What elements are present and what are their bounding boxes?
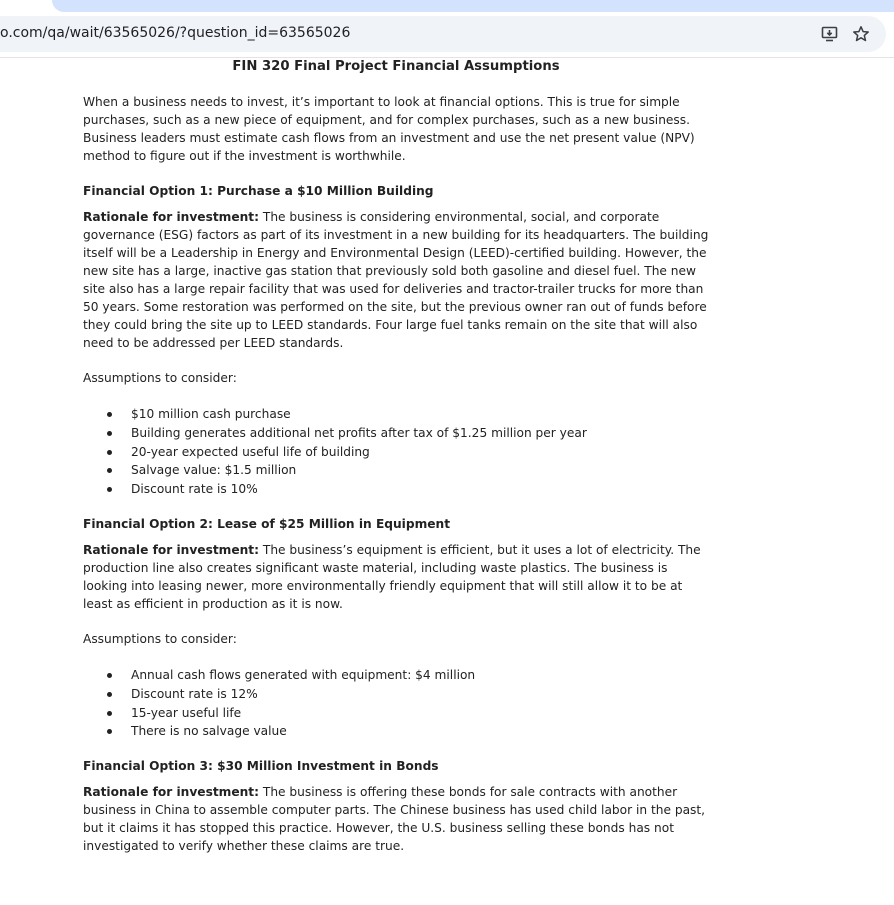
list-item-text: Salvage value: $1.5 million (131, 463, 297, 478)
list-item (83, 461, 709, 480)
option-2-assumptions-list (83, 666, 709, 741)
bullet-icon (107, 729, 112, 734)
list-item-text: 20-year expected useful life of building (131, 444, 370, 459)
rationale-label: Rationale for investment: (83, 542, 259, 557)
option-2-heading: Financial Option 2: Lease of $25 Million in Equipment (83, 516, 451, 531)
rationale-text: The business is considering environmental, social, and corporate governance (ESG) factors as part of its investment in a new building for its headquarters. The building itself will be a Leadership in Energy and Environmental Design (LEED)-certified building. However, the new site has a large, inactive gas station that previously sold both gasoline and diesel fuel. The new site also has a large repair facility that was used for deliveries and tractor-trailer trucks for more than 50 years. Some restoration was performed on the site, but the previous owner ran out of funds before they could bring the site up to LEED standards. Four large fuel tanks remain on the site that will also need to be addressed per LEED standards. (83, 210, 709, 350)
option-3-rationale (83, 783, 709, 855)
list-item-text: Discount rate is 12% (131, 686, 258, 701)
rationale-text: The business is offering these bonds for sale contracts with another business in China to assemble computer parts. The Chinese business has used child labor in the past, but it claims it has stopped this practice. However, the U.S. business selling these bonds has not investigated to verify whether these claims are true. (83, 785, 706, 854)
option-1-assumptions-list (83, 405, 709, 499)
list-item-text: Building generates additional net profits after tax of $1.25 million per year (131, 425, 587, 440)
bullet-icon (107, 431, 112, 436)
list-item-text: There is no salvage value (131, 724, 287, 739)
bullet-icon (107, 450, 112, 455)
rationale-label: Rationale for investment: (83, 210, 259, 224)
option-2-rationale (83, 541, 709, 613)
url-text[interactable]: o.com/qa/wait/63565026/?question_id=63565026 (0, 25, 351, 41)
document-body (83, 58, 709, 855)
option-1-heading: Financial Option 1: Purchase a $10 Million Building (83, 184, 434, 198)
list-item-text: $10 million cash purchase (131, 407, 291, 421)
intro-paragraph: When a business needs to invest, it’s important to look at financial options. This is true for simple purchases, such as a new piece of equipment, and for complex purchases, such as a new business. Business leaders must estimate cash flows from an investment and use the net present value (NPV) method to figure out if the investment is worthwhile. (83, 95, 695, 163)
bullet-icon (107, 487, 112, 492)
option-3-heading: Financial Option 3: $30 Million Investment in Bonds (83, 759, 439, 774)
list-item (83, 685, 709, 704)
list-item-text: Annual cash flows generated with equipment: $4 million (131, 667, 476, 682)
list-item-text: Discount rate is 10% (131, 482, 258, 497)
bullet-icon (107, 711, 112, 716)
list-item (83, 405, 709, 424)
bullet-icon (107, 412, 112, 417)
list-item (83, 443, 709, 462)
rationale-label: Rationale for investment: (83, 785, 259, 800)
list-item (83, 704, 709, 723)
rationale-text: The business’s equipment is efficient, but it uses a lot of electricity. The production line also creates significant waste material, including waste plastics. The business is looking into leasing newer, more environmentally friendly equipment that will still allow it to be at least as efficient in production as it is now. (83, 542, 701, 611)
tab-strip (52, 0, 894, 12)
bullet-icon (107, 468, 112, 473)
bullet-icon (107, 692, 112, 697)
bullet-icon (107, 673, 112, 678)
list-item (83, 480, 709, 499)
option-2-assumptions-label: Assumptions to consider: (83, 631, 237, 646)
list-item (83, 722, 709, 741)
option-1-assumptions-label: Assumptions to consider: (83, 371, 237, 385)
page-title: FIN 320 Final Project Financial Assumptions (232, 59, 560, 74)
list-item (83, 666, 709, 685)
list-item (83, 424, 709, 443)
bookmark-star-icon[interactable] (851, 24, 871, 44)
install-app-icon[interactable] (820, 24, 840, 44)
list-item-text: 15-year useful life (131, 705, 242, 720)
option-1-rationale (83, 208, 709, 352)
